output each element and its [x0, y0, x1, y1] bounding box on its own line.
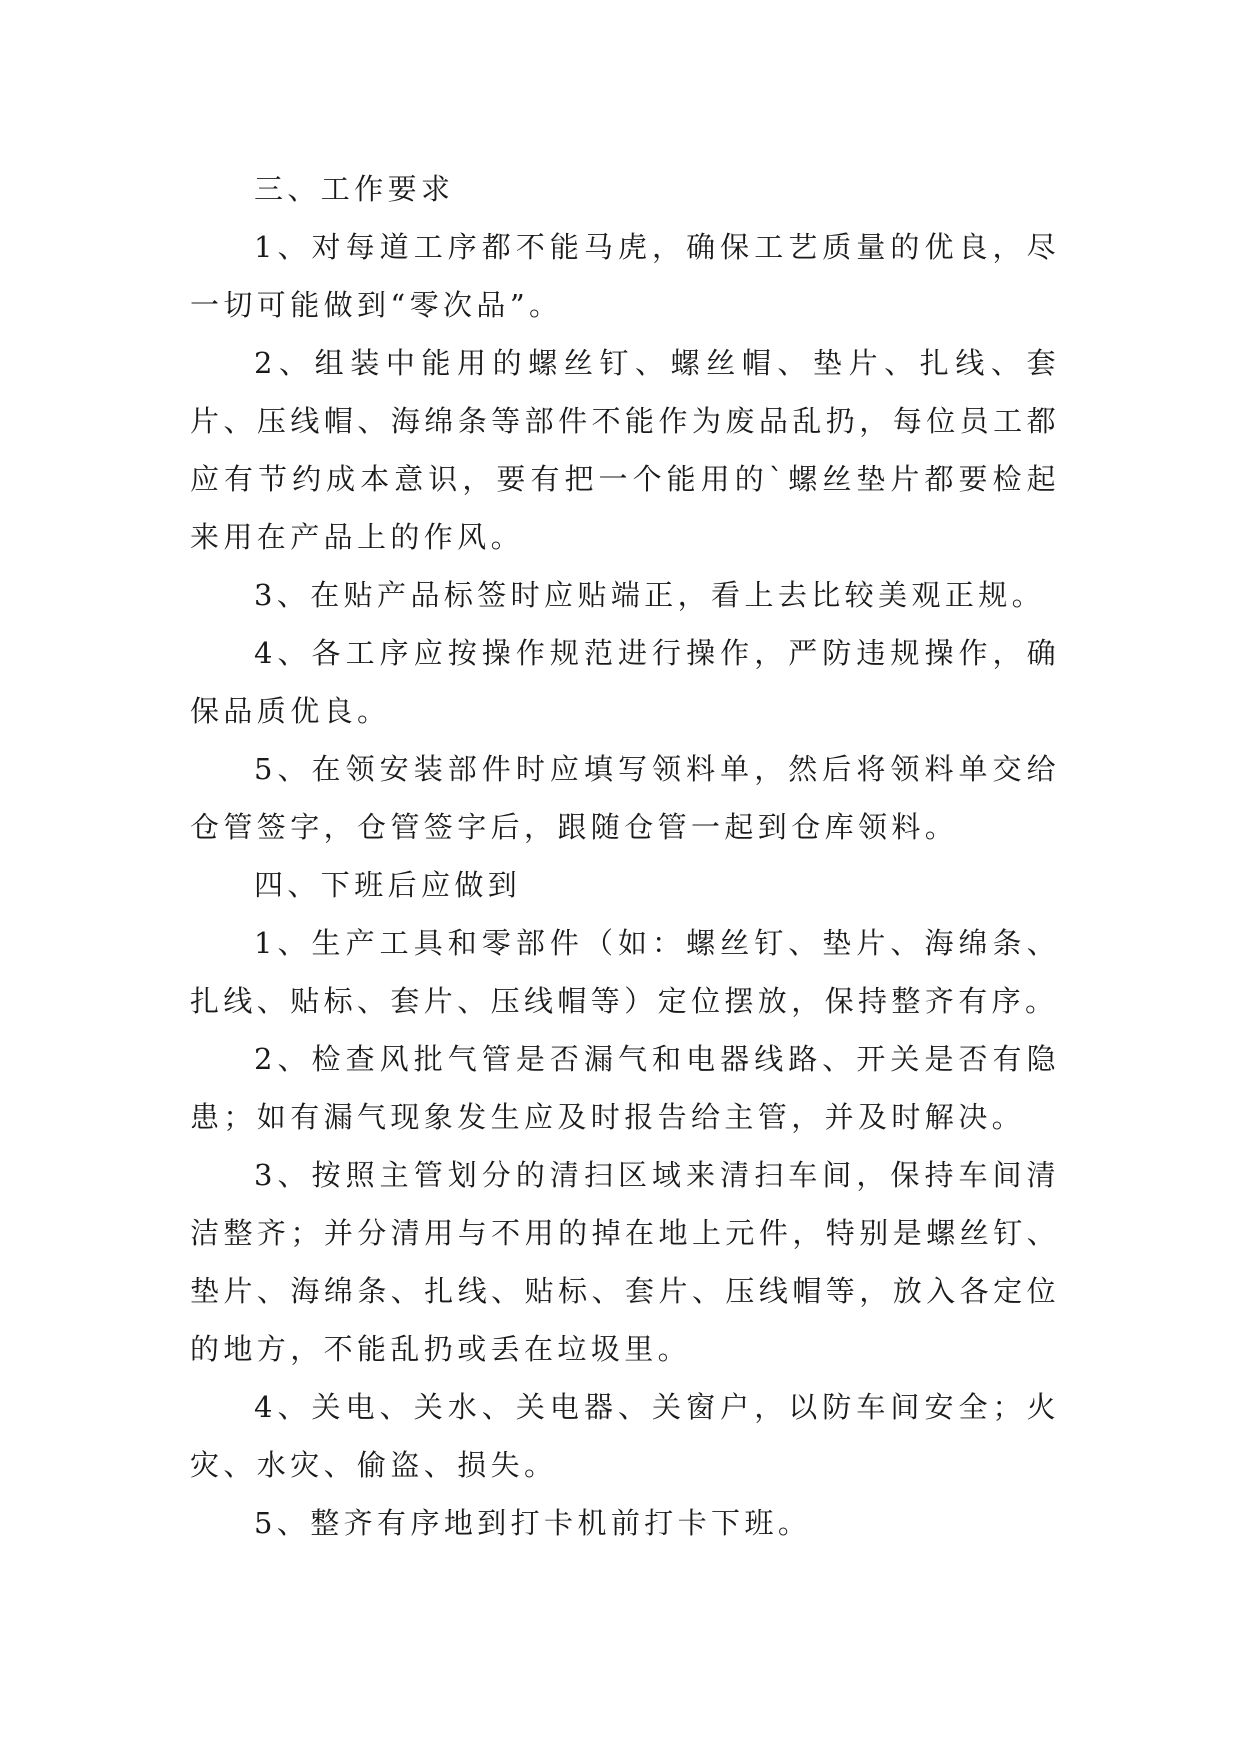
after-work-item-4: 4、关电、关水、关电器、关窗户，以防车间安全；火灾、水灾、偷盗、损失。	[190, 1390, 1060, 1482]
section-heading-work-requirements: 三、工作要求	[254, 172, 455, 206]
after-work-item-5: 5、整齐有序地到打卡机前打卡下班。	[254, 1506, 812, 1540]
after-work-item-3: 3、按照主管划分的清扫区域来清扫车间，保持车间清洁整齐；并分清用与不用的掉在地上元件，特别是螺丝钉、垫片、海绵条、扎线、贴标、套片、压线帽等，放入各定位的地方，不能乱扔或丢在垃圾里。	[190, 1158, 1060, 1366]
document-body	[190, 160, 1060, 1552]
after-work-item-2: 2、检查风批气管是否漏气和电器线路、开关是否有隐患；如有漏气现象发生应及时报告给主管，并及时解决。	[190, 1042, 1060, 1134]
section-heading-after-work: 四、下班后应做到	[254, 868, 522, 902]
work-requirement-3: 3、在贴产品标签时应贴端正，看上去比较美观正规。	[254, 578, 1046, 612]
work-requirement-2: 2、组装中能用的螺丝钉、螺丝帽、垫片、扎线、套片、压线帽、海绵条等部件不能作为废品乱扔，每位员工都应有节约成本意识，要有把一个能用的`螺丝垫片都要检起来用在产品上的作风。	[190, 346, 1060, 554]
work-requirement-1: 1、对每道工序都不能马虎，确保工艺质量的优良，尽一切可能做到“零次品”。	[190, 230, 1060, 322]
after-work-item-1: 1、生产工具和零部件（如：螺丝钉、垫片、海绵条、扎线、贴标、套片、压线帽等）定位摆放，保持整齐有序。	[190, 926, 1060, 1018]
work-requirement-4: 4、各工序应按操作规范进行操作，严防违规操作，确保品质优良。	[190, 636, 1060, 728]
work-requirement-5: 5、在领安装部件时应填写领料单，然后将领料单交给仓管签字，仓管签字后，跟随仓管一起到仓库领料。	[190, 752, 1060, 844]
